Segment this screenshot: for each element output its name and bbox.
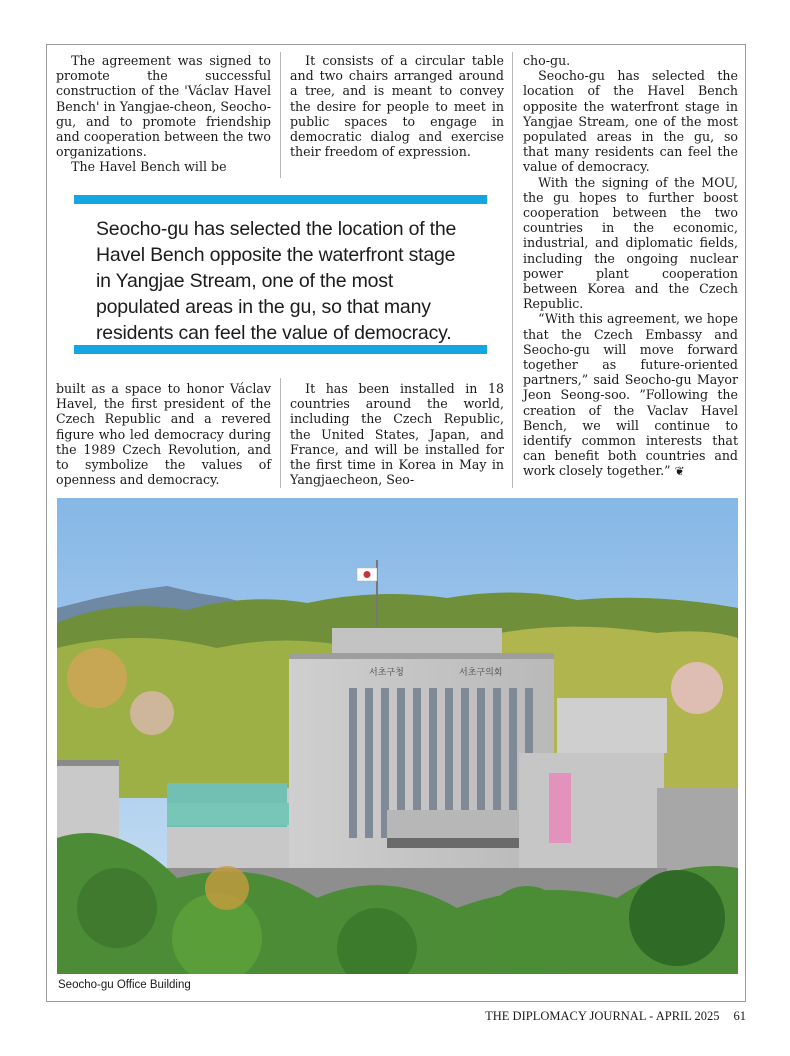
photo-illustration	[57, 498, 738, 974]
column-1-bottom	[56, 381, 271, 487]
column-2-top	[290, 53, 504, 159]
column-2-bottom	[290, 381, 504, 487]
quote-text: “With this agreement, we hope that the Czech Embassy and Seocho-gu will move forward together as future-oriented partners,” said Seocho-gu Mayor Jeon Seong-soo. ”Following the creation of the Vaclav Havel Bench, we will continue to identify common interests that can benefit both countries and work closely together.”	[523, 311, 738, 479]
sign-right: 서초구의회	[459, 668, 503, 678]
end-mark-icon: ❦	[674, 464, 685, 479]
column-divider	[280, 378, 281, 488]
paragraph: It has been installed in 18 countries around the world, including the Czech Republic, the United States, Japan, and France, and will be installed for the first time in Korea in May in Yangjaecheon, Seo-	[290, 381, 504, 488]
photo-caption: Seocho-gu Office Building	[58, 979, 191, 991]
column-divider	[512, 52, 513, 488]
page-footer	[485, 1009, 746, 1024]
sign-left: 서초구청	[369, 668, 404, 678]
paragraph: It consists of a circular table and two chairs arranged around a tree, and is meant to convey the desire for people to meet in public spaces to engage in democratic dialog and exercise their freedom of expression.	[290, 53, 504, 160]
pull-quote-bottom-bar	[74, 345, 487, 354]
publication-name: THE DIPLOMACY JOURNAL - APRIL 2025	[485, 1009, 720, 1023]
paragraph: Seocho-gu has selected the location of the Havel Bench opposite the waterfront stage in Yangjae Stream, one of the most populated areas in the gu, so that many residents can feel the value of democracy.	[523, 68, 738, 175]
pull-quote-top-bar	[74, 195, 487, 204]
paragraph: cho-gu.	[523, 53, 571, 68]
paragraph: The agreement was signed to promote the successful construction of the 'Václav Havel Bench' in Yangjae-cheon, Seocho-gu, and to promote friendship and cooperation between the two organizations.	[56, 53, 271, 160]
column-3	[523, 53, 738, 480]
paragraph	[523, 311, 738, 479]
office-building-photo	[57, 498, 738, 974]
paragraph: With the signing of the MOU, the gu hopes to further boost cooperation between the two countries in the economic, industrial, and diplomatic fields, including the ongoing nuclear power plant cooperation between Korea and the Czech Republic.	[523, 174, 738, 312]
column-1-top	[56, 53, 271, 175]
pull-quote	[74, 195, 487, 355]
paragraph: built as a space to honor Václav Havel, the first president of the Czech Republic and a revered figure who led democracy during the 1989 Czech Revolution, and to symbolize the values of openness and democracy.	[56, 381, 271, 488]
paragraph: The Havel Bench will be	[71, 159, 227, 175]
pull-quote-text: Seocho-gu has selected the location of the Havel Bench opposite the waterfront stage in Yangjae Stream, one of the most populated areas in the gu, so that many residents can feel the value of democracy.	[96, 218, 457, 344]
column-divider	[280, 52, 281, 178]
page-number: 61	[733, 1009, 746, 1023]
